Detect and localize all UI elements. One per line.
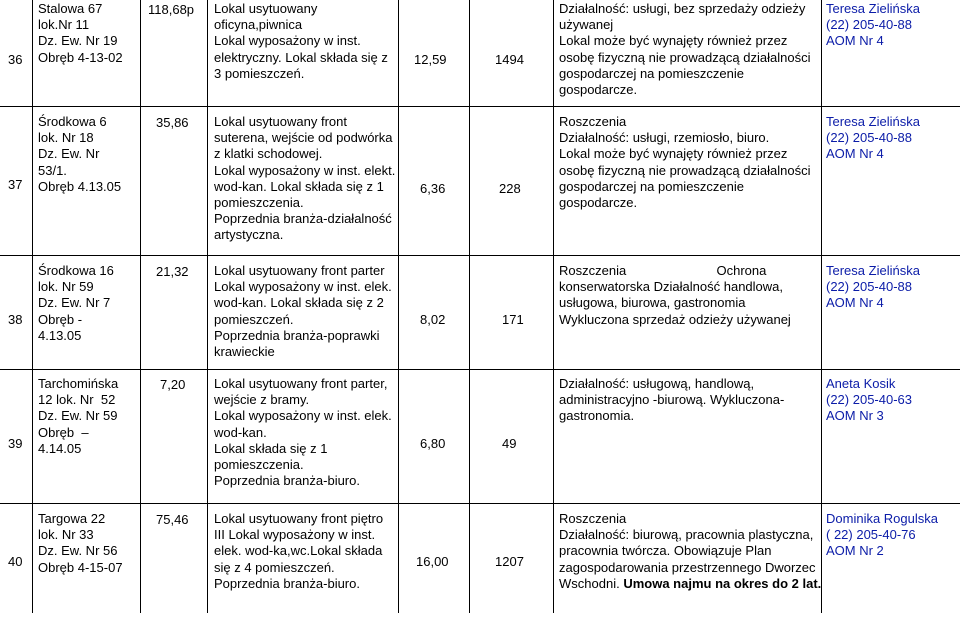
address-cell: Tarchomińska 12 lok. Nr 52 Dz. Ew. Nr 59 Obręb – 4.14.05 bbox=[38, 376, 119, 456]
rate-value: 16,00 bbox=[416, 554, 449, 569]
row-number: 36 bbox=[8, 52, 23, 67]
activity-cell: Działalność: usługową, handlową, administracyjno -biurową. Wykluczona- gastronomia. bbox=[559, 376, 785, 424]
table-row bbox=[0, 504, 960, 613]
rent-value: 171 bbox=[502, 312, 524, 327]
activity-cell: Roszczenia Ochrona konserwatorska Działalność handlowa, usługowa, biurowa, gastronomia Wykluczona sprzedaż odzieży używanej bbox=[559, 263, 791, 327]
row-number: 40 bbox=[8, 554, 23, 569]
table-row bbox=[0, 0, 960, 106]
contact-cell: Aneta Kosik (22) 205-40-63 AOM Nr 3 bbox=[826, 376, 912, 424]
area-value: 35,86 bbox=[156, 115, 189, 130]
rate-value: 6,80 bbox=[420, 436, 446, 451]
description-cell: Lokal usytuowany front parter Lokal wyposażony w inst. elek. wod-kan. Lokal składa się z 2 pomieszczeń. Poprzednia branża-poprawki krawieckie bbox=[214, 263, 392, 360]
description-cell: Lokal usytuowany front suterena, wejście od podwórka z klatki schodowej. Lokal wyposażony w inst. elekt. wod-kan. Lokal składa się z 1 pomieszczenia. Poprzednia branża-działalność artystyczna. bbox=[214, 114, 396, 243]
area-value: 118,68p bbox=[148, 2, 195, 17]
contact-cell: Teresa Zielińska (22) 205-40-88 AOM Nr 4 bbox=[826, 1, 920, 49]
description-cell: Lokal usytuowany front piętro III Lokal wyposażony w inst. elek. wod-ka,wc.Lokal składa się z 4 pomieszczeń. Poprzednia branża-biuro. bbox=[214, 511, 384, 591]
description-cell: Lokal usytuowany front parter, wejście z bramy. Lokal wyposażony w inst. elek. wod-kan. Lokal składa się z 1 pomieszczenia. Poprzednia branża-biuro. bbox=[214, 376, 392, 489]
lease-term-note: Umowa najmu na okres do 2 lat. bbox=[623, 575, 822, 591]
activity-cell: Działalność: usługi, bez sprzedaży odzieży używanej Lokal może być wynajęty również przez osobę fizyczną nie prowadzącą działalności gospodarczej na pomieszczenie gospodarcze. bbox=[559, 1, 811, 98]
activity-cell: Roszczenia Działalność: biurową, pracownia plastyczna, pracownia twórcza. Obowiązuje Plan zagospodarowania przestrzennego Dworzec Wschodni. Umowa najmu na okres do 2 lat. bbox=[559, 511, 822, 591]
row-number: 38 bbox=[8, 312, 23, 327]
rent-value: 228 bbox=[499, 181, 521, 196]
description-cell: Lokal usytuowany oficyna,piwnica Lokal wyposażony w inst. elektryczny. Lokal składa się z 3 pomieszczeń. bbox=[214, 1, 388, 81]
area-value: 21,32 bbox=[156, 264, 189, 279]
row-number: 39 bbox=[8, 436, 23, 451]
area-value: 75,46 bbox=[156, 512, 189, 527]
rent-value: 1207 bbox=[495, 554, 524, 569]
rent-value: 1494 bbox=[495, 52, 524, 67]
activity-cell: Roszczenia Działalność: usługi, rzemiosło, biuro. Lokal może być wynajęty również przez osobę fizyczną nie prowadzącą działalności gospodarczej na pomieszczenie gospodarcze. bbox=[559, 114, 811, 211]
table-row bbox=[0, 370, 960, 503]
address-cell: Stalowa 67 lok.Nr 11 Dz. Ew. Nr 19 Obręb 4-13-02 bbox=[38, 1, 123, 65]
contact-cell: Dominika Rogulska ( 22) 205-40-76 AOM Nr 2 bbox=[826, 511, 938, 559]
rent-value: 49 bbox=[502, 436, 517, 451]
rate-value: 8,02 bbox=[420, 312, 446, 327]
rate-value: 6,36 bbox=[420, 181, 446, 196]
area-value: 7,20 bbox=[160, 377, 186, 392]
contact-cell: Teresa Zielińska (22) 205-40-88 AOM Nr 4 bbox=[826, 263, 920, 311]
table-row bbox=[0, 107, 960, 255]
table-row bbox=[0, 256, 960, 369]
address-cell: Środkowa 6 lok. Nr 18 Dz. Ew. Nr 53/1. Obręb 4.13.05 bbox=[38, 114, 122, 194]
address-cell: Środkowa 16 lok. Nr 59 Dz. Ew. Nr 7 Obręb - 4.13.05 bbox=[38, 263, 114, 343]
address-cell: Targowa 22 lok. Nr 33 Dz. Ew. Nr 56 Obręb 4-15-07 bbox=[38, 511, 123, 575]
contact-cell: Teresa Zielińska (22) 205-40-88 AOM Nr 4 bbox=[826, 114, 920, 162]
row-number: 37 bbox=[8, 177, 23, 192]
rate-value: 12,59 bbox=[414, 52, 447, 67]
